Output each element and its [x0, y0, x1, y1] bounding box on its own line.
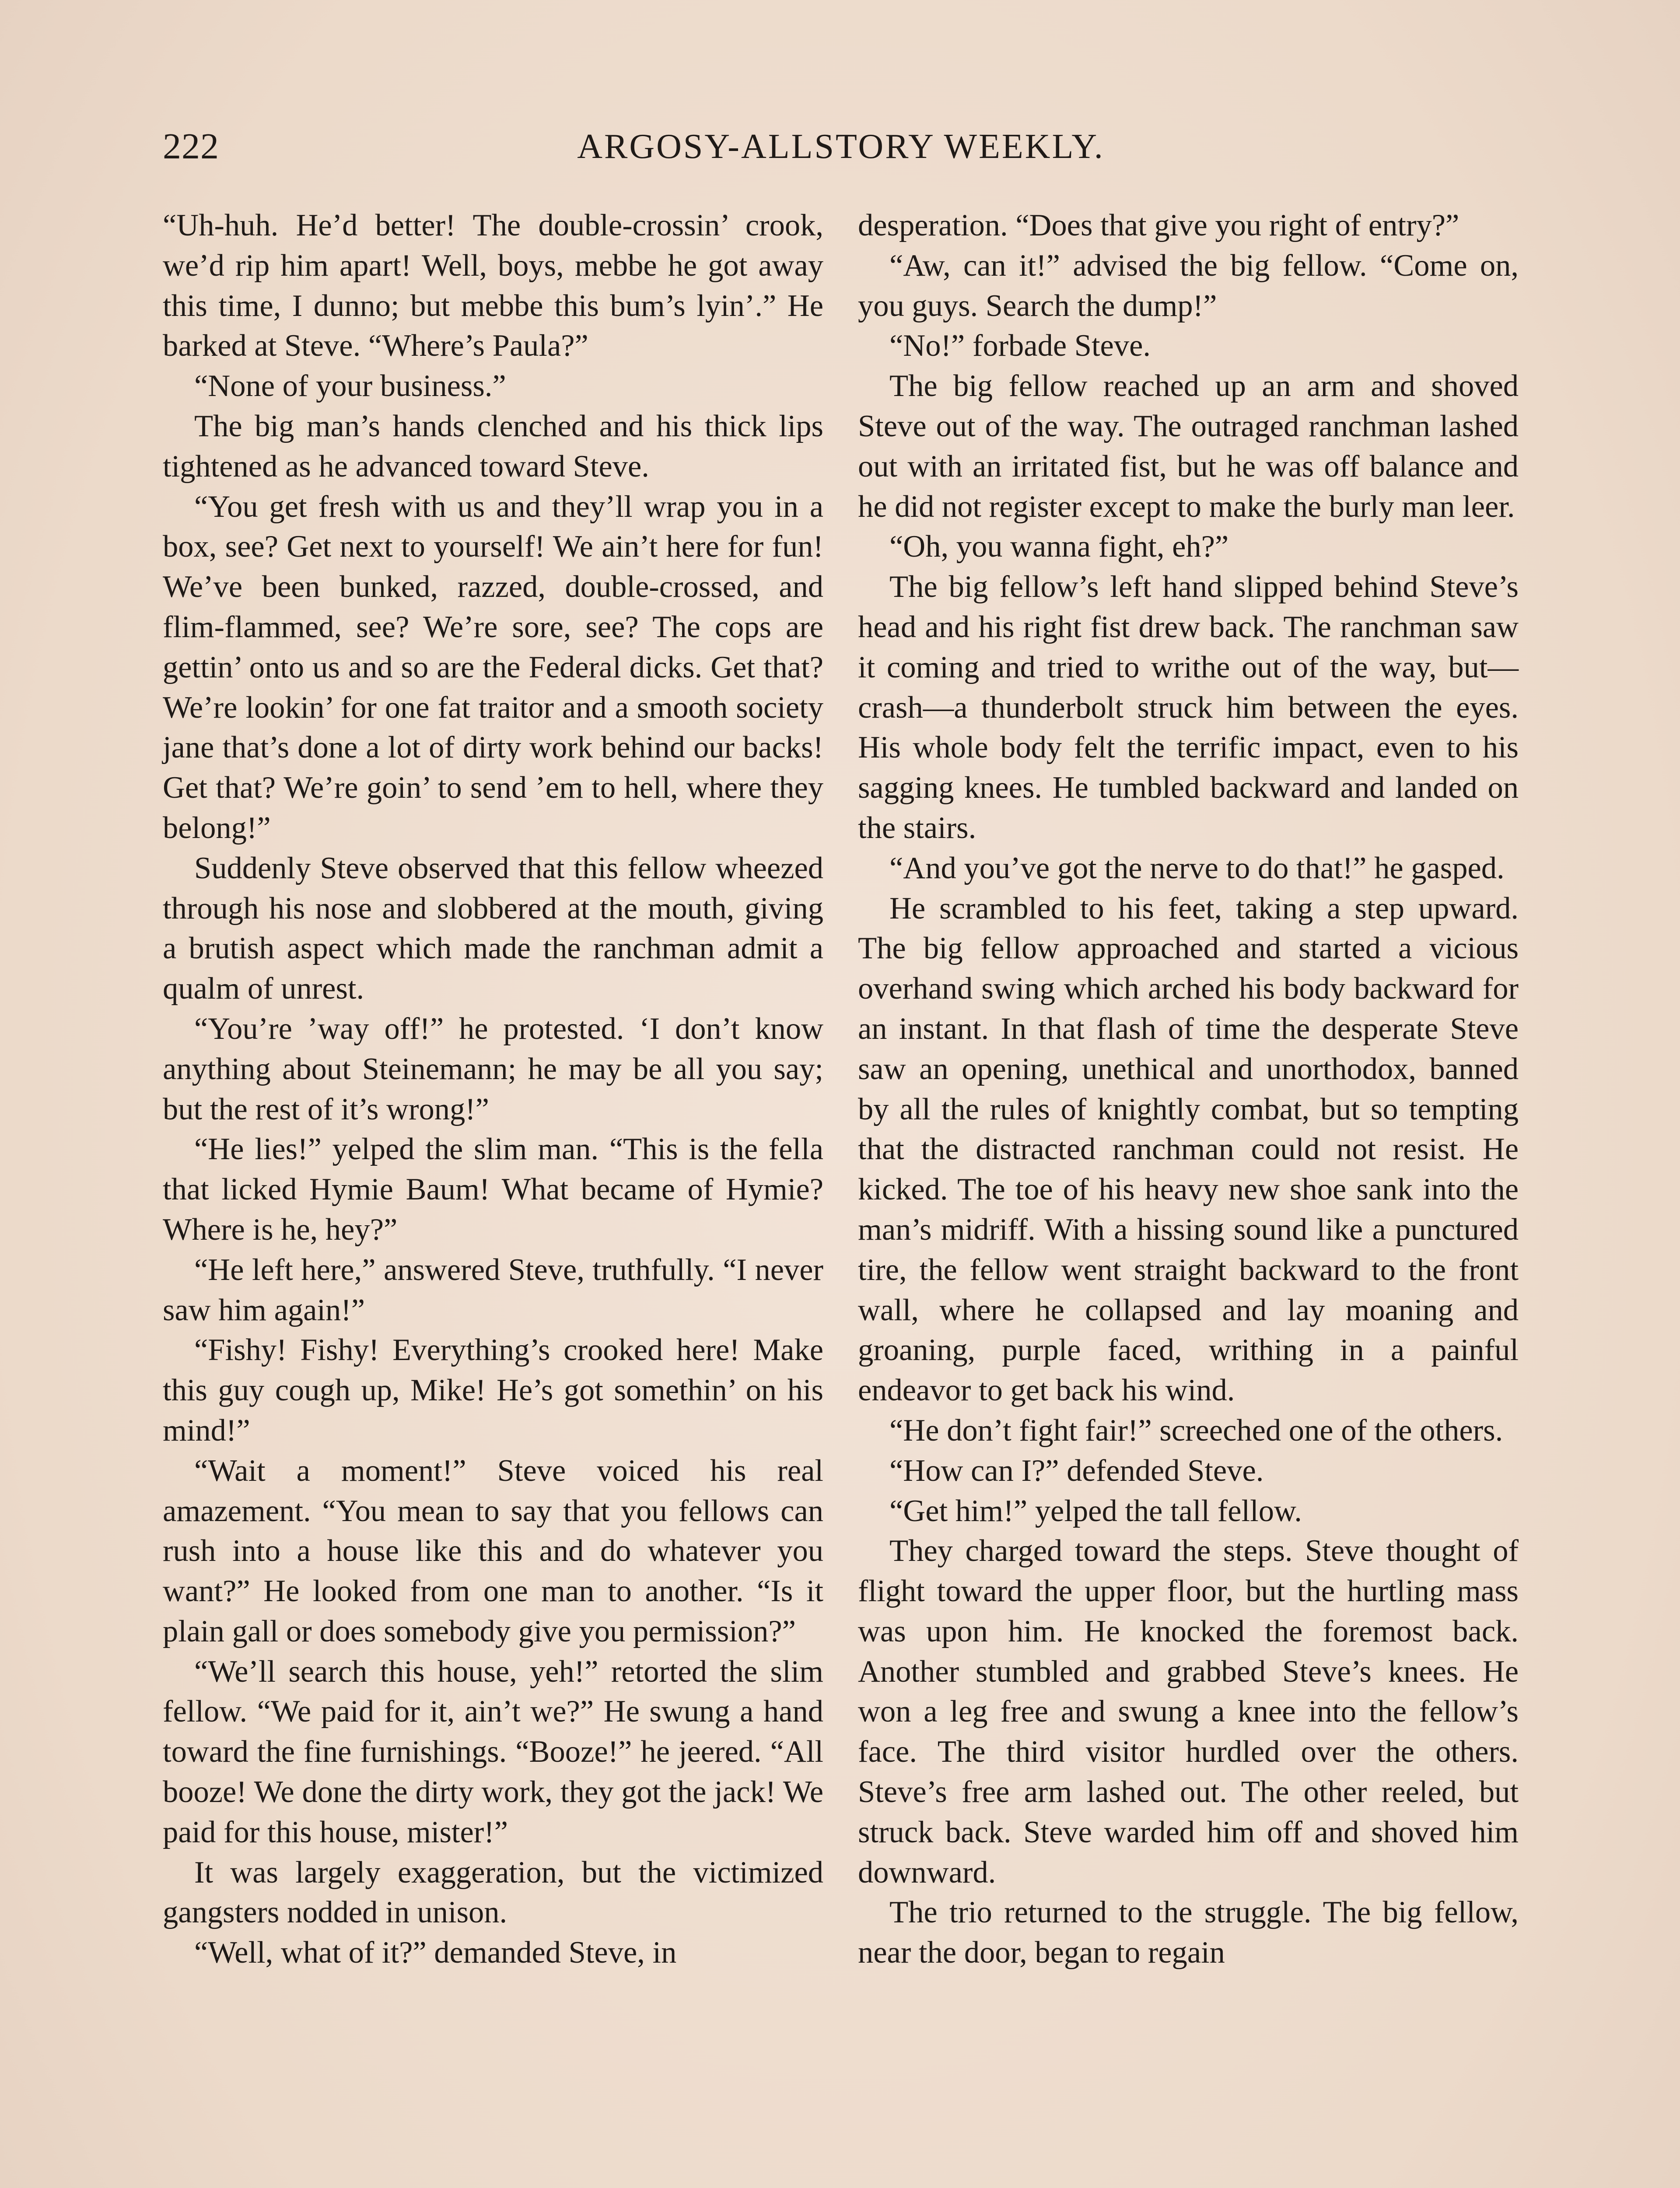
paragraph: “How can I?” defended Steve.: [889, 1453, 1264, 1488]
paragraph: It was largely exaggeration, but the victimized gangsters nodded in unison.: [163, 1855, 823, 1930]
paragraph: “Well, what of it?” demanded Steve, in: [194, 1936, 677, 1970]
left-text-column: [163, 206, 823, 1973]
page-header: [163, 123, 1519, 175]
page-number: 222: [163, 126, 219, 167]
running-title: ARGOSY-ALLSTORY WEEKLY.: [577, 127, 1105, 166]
paragraph: He scrambled to his feet, taking a step upward. The big fellow approached and started a vicious overhand swing which arched his body backward for an instant. In that flash of time the desperate Steve saw an opening, unethical and unorthodox, banned by all the rules of knightly combat, but so tempting that the distracted ranchman could not resist. He kicked. The toe of his heavy new shoe sank into the man’s midriff. With a hissing sound like a punctured tire, the fellow went straight backward to the front wall, where he collapsed and lay moaning and groaning, purple faced, writhing in a painful endeavor to get back his wind.: [858, 891, 1519, 1408]
paragraph: The big fellow reached up an arm and shoved Steve out of the way. The outraged ranchman lashed out with an irritated fist, but he was off balance and he did not register except to make the burly man leer.: [858, 369, 1519, 524]
paragraph: “Get him!” yelped the tall fellow.: [889, 1494, 1302, 1528]
paragraph: “Oh, you wanna fight, eh?”: [889, 529, 1229, 564]
right-text-column: [858, 206, 1519, 1973]
paragraph: desperation. “Does that give you right of entry?”: [858, 208, 1460, 242]
paragraph: They charged toward the steps. Steve thought of flight toward the upper floor, but the hurtling mass was upon him. He knocked the foremost back. Another stumbled and grabbed Steve’s knees. He won a leg free and swung a knee into the fellow’s face. The third visitor hurdled over the others. Steve’s free arm lashed out. The other reeled, but struck back. Steve warded him off and shoved him downward.: [858, 1534, 1519, 1890]
paragraph: “You’re ’way off!” he protested. ‘I don’t know anything about Steinemann; he may be all you say; but the rest of it’s wrong!”: [163, 1011, 823, 1126]
paragraph: “Wait a moment!” Steve voiced his real amazement. “You mean to say that you fellows can rush into a house like this and do whatever you want?” He looked from one man to another. “Is it plain gall or does somebody give you permission?”: [163, 1453, 823, 1648]
paragraph: “You get fresh with us and they’ll wrap you in a box, see? Get next to yourself! We ain’t here for fun! We’ve been bunked, razzed, double-crossed, and flim-flammed, see? We’re sore, see? The cops are gettin’ onto us and so are the Federal dicks. Get that? We’re lookin’ for one fat traitor and a smooth society jane that’s done a lot of dirty work behind our backs! Get that? We’re goin’ to send ’em to hell, where they belong!”: [163, 489, 823, 845]
paragraph: “We’ll search this house, yeh!” retorted the slim fellow. “We paid for it, ain’t we?” He swung a hand toward the fine furnishings. “Booze!” he jeered. “All booze! We done the dirty work, they got the jack! We paid for this house, mister!”: [163, 1654, 823, 1849]
paragraph: “No!” forbade Steve.: [889, 329, 1151, 363]
paragraph: The big fellow’s left hand slipped behind Steve’s head and his right fist drew back. The ranchman saw it coming and tried to writhe out of the way, but—crash—a thunderbolt struck him between the eyes. His whole body felt the terrific impact, even to his sagging knees. He tumbled backward and landed on the stairs.: [858, 570, 1519, 845]
paragraph: “None of your business.”: [194, 369, 506, 403]
paragraph: The big man’s hands clenched and his thick lips tightened as he advanced toward Steve.: [163, 409, 823, 484]
paragraph: “Fishy! Fishy! Everything’s crooked here! Make this guy cough up, Mike! He’s got somethin’ on his mind!”: [163, 1333, 823, 1448]
paragraph: The trio returned to the struggle. The big fellow, near the door, began to regain: [858, 1895, 1519, 1970]
paragraph: Suddenly Steve observed that this fellow wheezed through his nose and slobbered at the mouth, giving a brutish aspect which made the ranchman admit a qualm of unrest.: [163, 851, 823, 1006]
paragraph: “He lies!” yelped the slim man. “This is the fella that licked Hymie Baum! What became of Hymie? Where is he, hey?”: [163, 1132, 823, 1247]
paragraph: “He don’t fight fair!” screeched one of the others.: [889, 1413, 1503, 1448]
paragraph: “Uh-huh. He’d better! The double-crossin’ crook, we’d rip him apart! Well, boys, mebbe he got away this time, I dunno; but mebbe this bum’s lyin’.” He barked at Steve. “Where’s Paula?”: [163, 208, 823, 363]
paragraph: “Aw, can it!” advised the big fellow. “Come on, you guys. Search the dump!”: [858, 248, 1519, 323]
paragraph: “And you’ve got the nerve to do that!” he gasped.: [889, 851, 1505, 885]
paragraph: “He left here,” answered Steve, truthfully. “I never saw him again!”: [163, 1252, 823, 1327]
